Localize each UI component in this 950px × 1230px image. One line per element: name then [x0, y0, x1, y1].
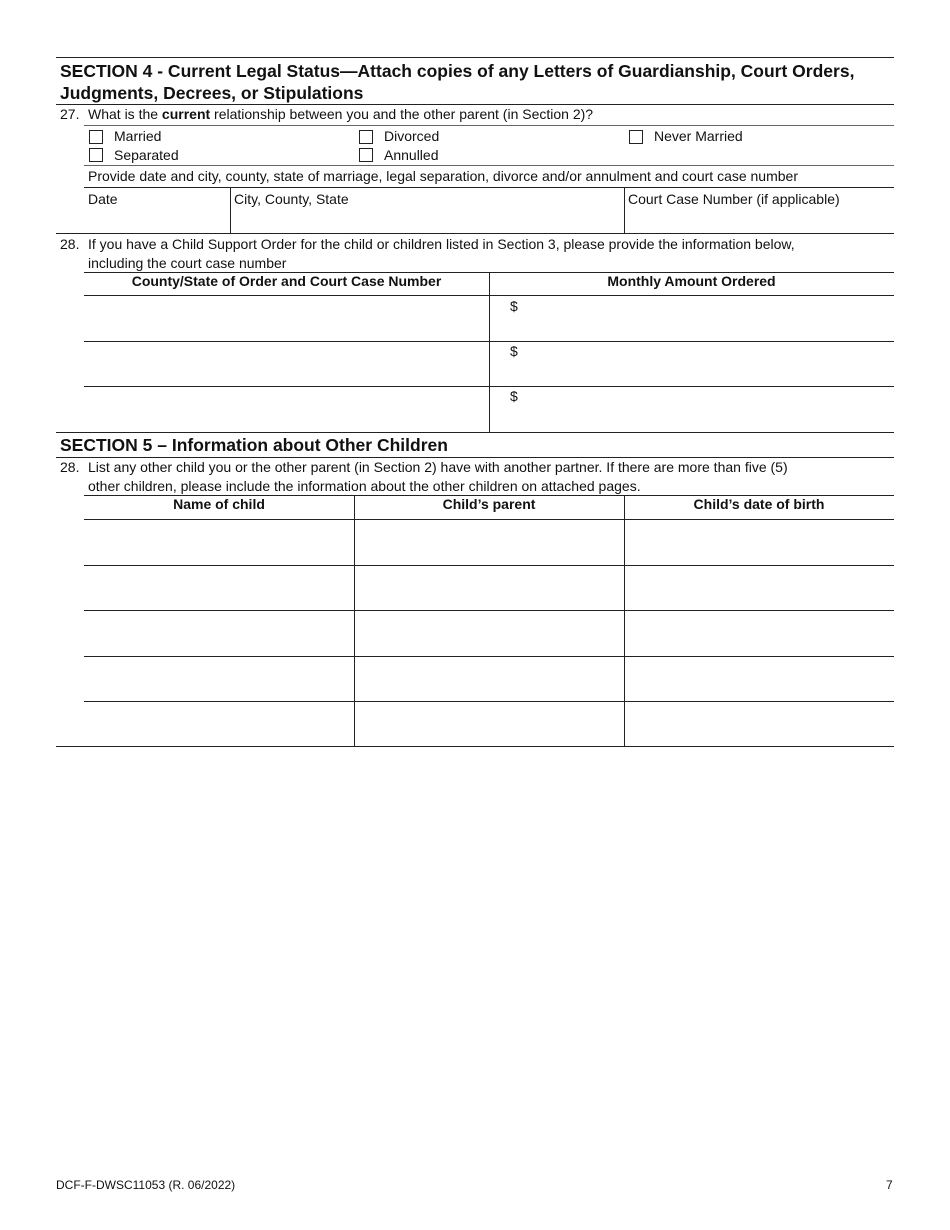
q27-provide-rule: [84, 187, 894, 188]
childs-dob-header: Child’s date of birth: [693, 496, 825, 512]
child-dob-field-2[interactable]: [626, 567, 892, 609]
children-row-rule-2: [84, 610, 894, 611]
q28-text-line1: If you have a Child Support Order for the child or children listed in Section 3, please provide the information below,: [88, 236, 795, 252]
child-name-field-4[interactable]: [85, 658, 352, 700]
children-divider-2: [624, 495, 625, 747]
married-label: Married: [114, 128, 162, 144]
child-dob-field-5[interactable]: [626, 703, 892, 745]
child-parent-field-1[interactable]: [356, 521, 622, 563]
q27-text-after: relationship between you and the other parent (in Section 2)?: [210, 106, 594, 122]
support-county-field-2[interactable]: [85, 343, 487, 386]
support-bottom-rule: [56, 432, 894, 433]
children-row-rule-4: [84, 701, 894, 702]
divorced-label: Divorced: [384, 128, 440, 144]
support-amount-field-3[interactable]: [522, 388, 892, 431]
form-id: DCF-F-DWSC11053 (R. 06/2022): [56, 1178, 236, 1192]
date-field[interactable]: [85, 210, 229, 232]
children-row-rule-1: [84, 565, 894, 566]
separated-label: Separated: [114, 147, 179, 163]
child-name-field-5[interactable]: [85, 703, 352, 745]
never-married-checkbox[interactable]: [629, 130, 643, 144]
child-parent-field-4[interactable]: [356, 658, 622, 700]
child-name-field-2[interactable]: [85, 567, 352, 609]
children-bottom-rule: [56, 746, 894, 747]
section4-title-line1: SECTION 4 - Current Legal Status—Attach copies of any Letters of Guardianship, Court Orders,: [60, 61, 855, 81]
child-name-field-3[interactable]: [85, 612, 352, 654]
q27-options-rule: [84, 165, 894, 166]
q27-text-before: What is the: [88, 106, 162, 122]
separated-checkbox[interactable]: [89, 148, 103, 162]
court-case-number-field[interactable]: [626, 210, 893, 232]
monthly-amount-header: Monthly Amount Ordered: [607, 273, 776, 289]
section5-title: SECTION 5 – Information about Other Children: [60, 435, 448, 455]
date-column-label: Date: [88, 191, 118, 207]
city-county-state-field[interactable]: [232, 210, 622, 232]
section4-title: [60, 60, 854, 104]
children-row-rule-3: [84, 656, 894, 657]
divorced-checkbox[interactable]: [359, 130, 373, 144]
q27-table-bottom-rule: [56, 233, 894, 234]
support-county-field-1[interactable]: [85, 297, 487, 340]
married-checkbox[interactable]: [89, 130, 103, 144]
childs-parent-header: Child’s parent: [442, 496, 536, 512]
children-divider-1: [354, 495, 355, 747]
child-parent-field-2[interactable]: [356, 567, 622, 609]
section5-q28-text-line1: List any other child you or the other parent (in Section 2) have with another partner. If there are more than five (5): [88, 459, 788, 475]
annulled-checkbox[interactable]: [359, 148, 373, 162]
q27-rule: [84, 125, 894, 126]
annulled-label: Annulled: [384, 147, 439, 163]
q28-text-line2: including the court case number: [88, 255, 287, 271]
support-county-field-3[interactable]: [85, 388, 487, 431]
q27-question: [88, 105, 593, 124]
children-header-rule: [84, 519, 894, 520]
page-number: 7: [886, 1178, 893, 1192]
currency-symbol-3: $: [510, 388, 518, 404]
q28-number: 28.: [60, 236, 80, 252]
child-dob-field-1[interactable]: [626, 521, 892, 563]
child-parent-field-3[interactable]: [356, 612, 622, 654]
date-city-divider: [230, 187, 231, 233]
city-column-label: City, County, State: [234, 191, 349, 207]
section4-title-line2: Judgments, Decrees, or Stipulations: [60, 83, 364, 103]
q27-number: 27.: [60, 106, 80, 122]
child-dob-field-4[interactable]: [626, 658, 892, 700]
child-name-field-1[interactable]: [85, 521, 352, 563]
city-case-divider: [624, 187, 625, 233]
never-married-label: Never Married: [654, 128, 743, 144]
q27-text-bold: current: [161, 106, 211, 122]
child-parent-field-5[interactable]: [356, 703, 622, 745]
support-row-rule-2: [84, 386, 894, 387]
support-column-divider: [489, 272, 490, 432]
section5-q28-text-line2: other children, please include the information about the other children on attached pages.: [88, 478, 641, 494]
name-of-child-header: Name of child: [173, 496, 265, 512]
section4-top-rule: [56, 57, 894, 58]
county-order-header: County/State of Order and Court Case Number: [131, 273, 442, 289]
support-amount-field-2[interactable]: [522, 343, 892, 386]
section5-q28-number: 28.: [60, 459, 80, 475]
support-amount-field-1[interactable]: [522, 297, 892, 340]
currency-symbol-2: $: [510, 343, 518, 359]
support-row-rule-1: [84, 341, 894, 342]
q27-provide-text: Provide date and city, county, state of marriage, legal separation, divorce and/or annulment and court case number: [88, 168, 798, 184]
currency-symbol-1: $: [510, 298, 518, 314]
case-column-label: Court Case Number (if applicable): [628, 191, 840, 207]
child-dob-field-3[interactable]: [626, 612, 892, 654]
